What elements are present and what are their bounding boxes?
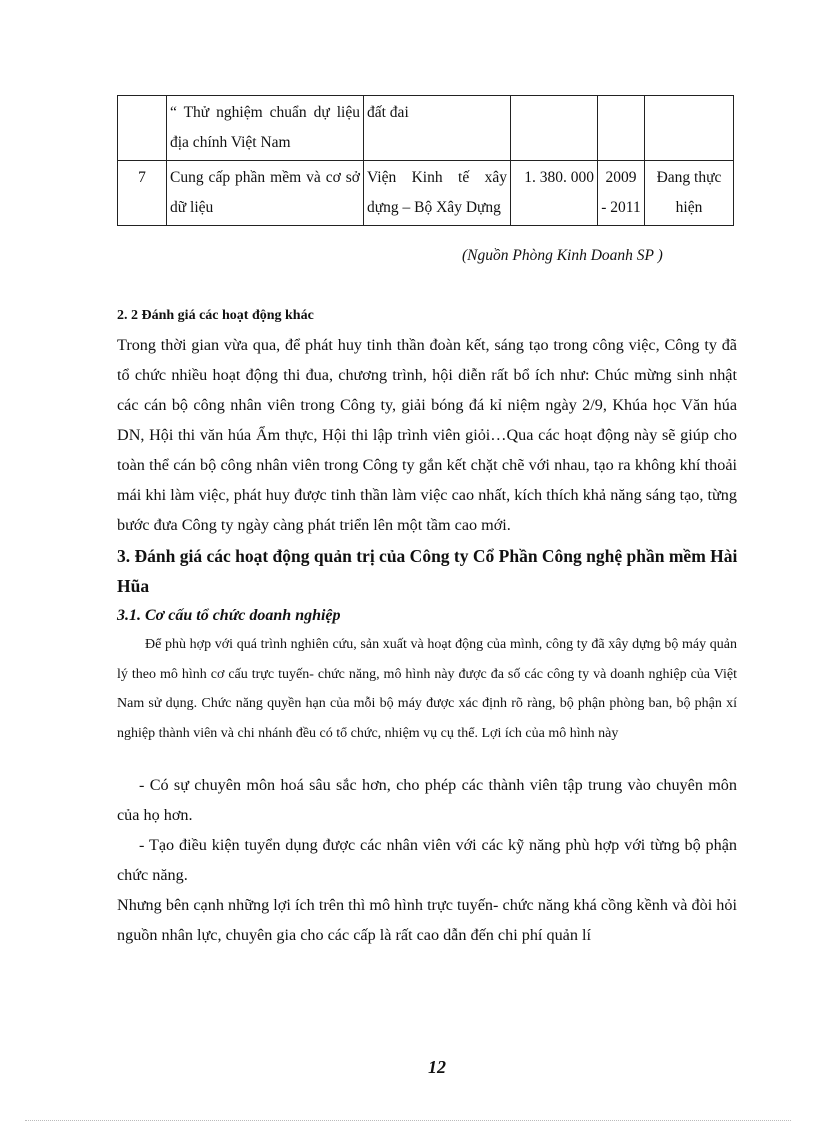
section-2-2-body: Trong thời gian vừa qua, để phát huy tinh thần đoàn kết, sáng tạo trong công việc, Công ty đã tổ chức nhiều hoạt động thi đua, chương trình, hội diễn rất bổ ích như: Chúc mừng sinh nhật các cán bộ công nhân viên trong Công ty, giải bóng đá kỉ niệm ngày 2/9, Khúa học Văn húa DN, Hội thi văn húa Ẩm thực, Hội thi lập trình viên giỏi…Qua các hoạt động này sẽ giúp cho toàn thể cán bộ công nhân viên trong Công ty gắn kết chặt chẽ với nhau, tạo ra không khí thoải mái khi làm việc, phát huy được tinh thần làm việc cao nhất, kích thích khả năng sáng tạo, từng bước đưa Công ty ngày càng phát triển lên một tầm cao mới. <box>117 336 737 534</box>
bullet-2: - Tạo điều kiện tuyển dụng được các nhân viên với các kỹ năng phù hợp với từng bộ phận chức năng. <box>117 836 737 884</box>
table-row <box>118 161 734 226</box>
cell-year <box>598 96 645 161</box>
section-3-1-para1: Để phù hợp với quá trình nghiên cứu, sản xuất và hoạt động của mình, công ty đã xây dựng bộ máy quản lý theo mô hình cơ cấu trực tuyến- chức năng, mô hình này được đa số các công ty và doanh nghiệp của Việt Nam sử dụng. Chức năng quyền hạn của mỗi bộ máy được xác định rõ ràng, bộ phận phòng ban, bộ phận xí nghiệp thành viên và chi nhánh đều có tổ chức, nhiệm vụ cụ thể. Lợi ích của mô hình này <box>117 637 737 741</box>
bullet-1: - Có sự chuyên môn hoá sâu sắc hơn, cho phép các thành viên tập trung vào chuyên môn của họ hơn. <box>117 776 737 824</box>
section-3-1-heading: 3.1. Cơ cấu tổ chức doanh nghiệp <box>117 607 341 624</box>
page-footer-divider <box>25 1120 791 1121</box>
project-table <box>117 95 734 226</box>
cell-status: Đang thực hiện <box>645 161 734 226</box>
cell-client: đất đai <box>364 96 511 161</box>
cell-client: Viện Kinh tế xây dựng – Bộ Xây Dựng <box>364 161 511 226</box>
cell-year: 2009 - 2011 <box>598 161 645 226</box>
source-note: (Nguồn Phòng Kinh Doanh SP ) <box>462 247 663 264</box>
section-2-2-heading: 2. 2 Đánh giá các hoạt động khác <box>117 308 314 323</box>
cell-value <box>511 96 598 161</box>
cell-name: Cung cấp phần mềm và cơ sở dữ liệu <box>167 161 364 226</box>
cell-status <box>645 96 734 161</box>
cell-no <box>118 96 167 161</box>
section-3-heading: 3. Đánh giá các hoạt động quản trị của Công ty Cổ Phần Công nghệ phần mềm Hài Hũa <box>117 546 738 596</box>
cell-no: 7 <box>118 161 167 226</box>
page-number: 12 <box>428 1057 446 1077</box>
cell-value: 1. 380. 000 <box>511 161 598 226</box>
cell-name: “ Thử nghiệm chuẩn dự liệu địa chính Việt Nam <box>167 96 364 161</box>
section-3-1-para2: Nhưng bên cạnh những lợi ích trên thì mô hình trực tuyến- chức năng khá cồng kềnh và đòi hỏi nguồn nhân lực, chuyên gia cho các cấp là rất cao dẫn đến chi phí quản lí <box>117 896 737 944</box>
table-row <box>118 96 734 161</box>
